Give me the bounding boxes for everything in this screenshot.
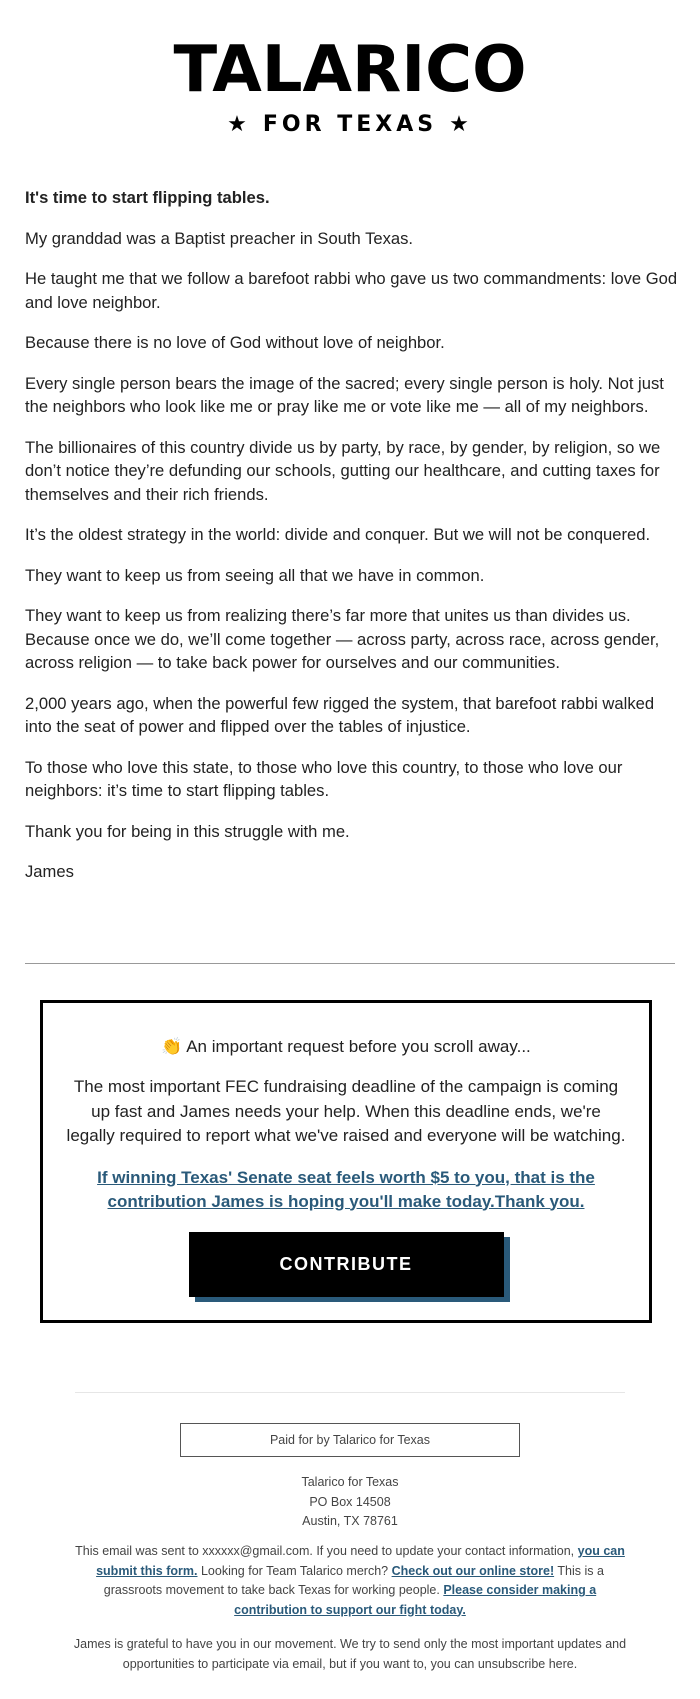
letter-paragraph: He taught me that we follow a barefoot rabbi who gave us two commandments: love God and love neighbor.: [25, 269, 678, 312]
letter-paragraph: Because there is no love of God without love of neighbor.: [25, 333, 445, 352]
contribute-button[interactable]: CONTRIBUTE: [189, 1232, 504, 1297]
letter-paragraph: They want to keep us from realizing there’s far more that unites us than divides us. Because once we do, we’ll come together — across party, across race, across gender, across religion — to take back power for ourselves and our communities.: [25, 606, 660, 672]
section-divider: [25, 963, 675, 964]
letter-paragraph: Every single person bears the image of the sacred; every single person is holy. Not just the neighbors who look like me or pray like me or vote like me — all of my neighbors.: [25, 373, 664, 416]
address-line: Talarico for Texas: [301, 1475, 399, 1489]
email-notice: [70, 1542, 630, 1620]
address-line: Austin, TX 78761: [302, 1514, 398, 1528]
donation-request-box: [40, 1000, 652, 1323]
letter-paragraph: It’s the oldest strategy in the world: divide and conquer. But we will not be conquered.: [25, 525, 651, 544]
contribute-button-wrapper: [189, 1232, 504, 1300]
online-store-link[interactable]: Check out our online store!: [391, 1563, 555, 1578]
letter-headline: It's time to start flipping tables.: [25, 188, 270, 207]
letter-paragraph: Thank you for being in this struggle with me.: [25, 821, 350, 841]
notice-text: This is a grassroots movement to take back Texas for working people.: [103, 1563, 604, 1597]
notice-text: This email was sent to xxxxxx@gmail.com. If you need to update your contact information,: [75, 1544, 575, 1558]
letter-paragraph: 2,000 years ago, when the powerful few rigged the system, that barefoot rabbi walked into the seat of power and flipped over the tables of injustice.: [25, 693, 655, 736]
request-body: The most important FEC fundraising deadline of the campaign is coming up fast and James needs your help. When this deadline ends, we're legally required to report what we've raised and everyone will be watching.: [66, 1077, 626, 1145]
letter-paragraph: They want to keep us from seeing all that we have in common.: [25, 565, 485, 585]
contribution-support-link[interactable]: Please consider making a contribution to support our fight today.: [234, 1583, 597, 1617]
logo-subtitle-text: FOR TEXAS: [262, 112, 438, 137]
footer-divider: [75, 1392, 625, 1393]
notice-text: Looking for Team Talarico merch?: [197, 1563, 392, 1578]
mailing-address: [0, 1473, 700, 1532]
address-line: PO Box 14508: [309, 1494, 391, 1509]
star-icon: ★: [227, 112, 251, 137]
campaign-logo: [0, 0, 700, 137]
unsubscribe-notice: James is grateful to have you in our movement. We try to send only the most important updates and opportunities to participate via email, but if you want to, you can unsubscribe here.: [73, 1637, 627, 1671]
letter-body: [25, 186, 680, 901]
request-lead: [43, 1036, 649, 1058]
contribution-link[interactable]: If winning Texas' Senate seat feels worth $5 to you, that is the contribution James is hoping you'll make today.Thank you.: [97, 1167, 595, 1211]
update-contact-link[interactable]: you can submit this form.: [96, 1544, 625, 1578]
letter-signature: James: [25, 862, 74, 881]
logo-subtitle: [0, 112, 700, 137]
letter-paragraph: My granddad was a Baptist preacher in South Texas.: [25, 228, 414, 248]
request-lead-text: An important request before you scroll away...: [186, 1037, 531, 1056]
star-icon: ★: [449, 112, 473, 137]
logo-name: TALARICO: [173, 33, 527, 107]
clapping-hands-icon: 👏: [161, 1037, 183, 1056]
letter-paragraph: The billionaires of this country divide us by party, by race, by gender, by religion, so we don’t notice they’re defunding our schools, gutting our healthcare, and cutting taxes for themselves and their rich friends.: [25, 437, 661, 504]
paid-for-disclaimer: Paid for by Talarico for Texas: [180, 1423, 520, 1457]
letter-paragraph: To those who love this state, to those who love this country, to those who love our neighbors: it’s time to start flipping tables.: [25, 757, 623, 800]
